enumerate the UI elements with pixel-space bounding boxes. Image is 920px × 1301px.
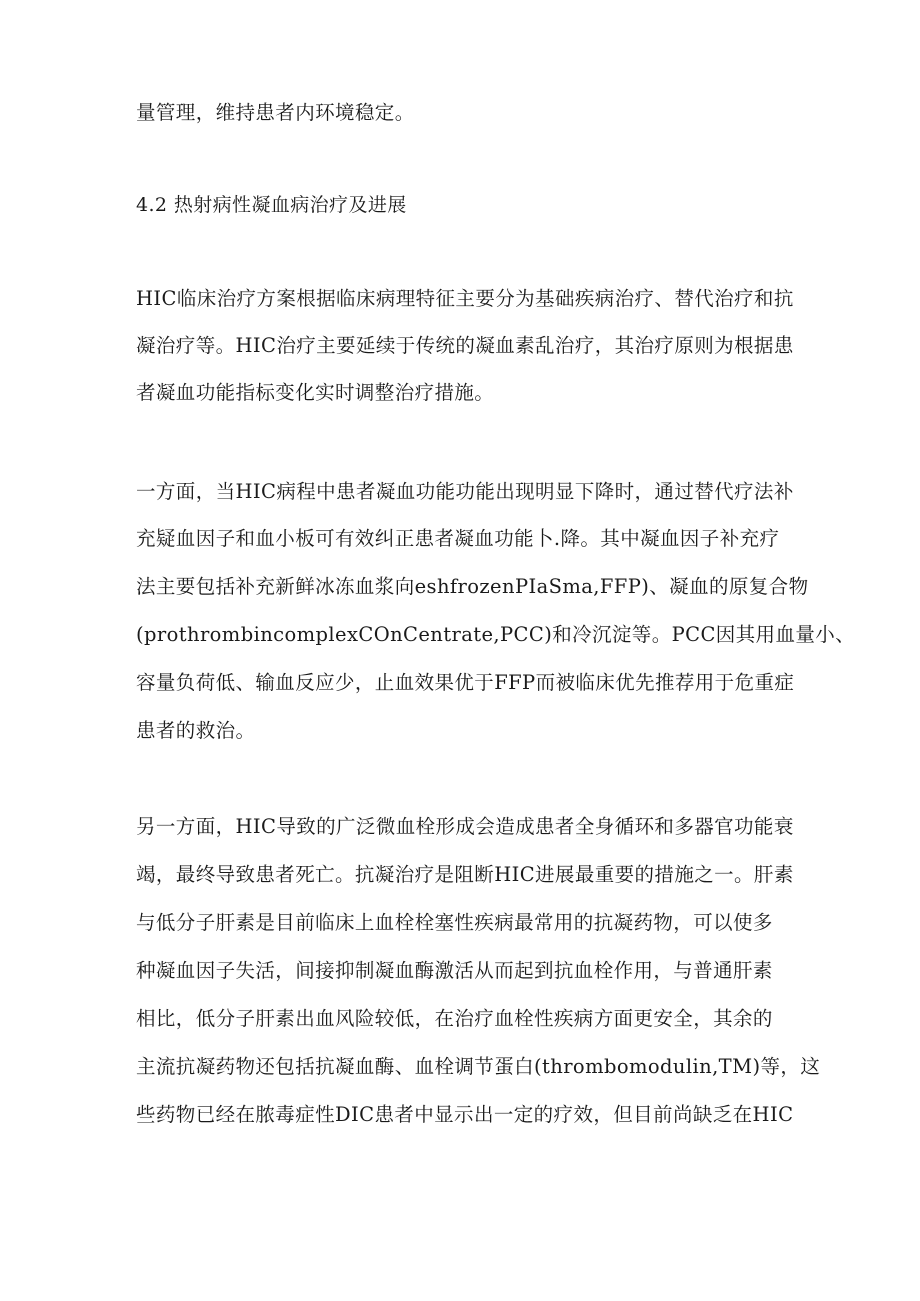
paragraph-line: 主流抗凝药物还包括抗凝血酶、血栓调节蛋白(thrombomodulin,TM)等，这	[136, 1055, 821, 1078]
paragraph-line: 患者的救治。	[136, 719, 256, 742]
paragraph-line: 相比，低分子肝素出血风险较低，在治疗血栓性疾病方面更安全，其余的	[136, 1007, 773, 1030]
paragraph-line: 凝治疗等。HIC治疗主要延续于传统的凝血素乱治疗，其治疗原则为根据患	[136, 334, 794, 357]
paragraph-line: 者凝血功能指标变化实时调整治疗措施。	[136, 381, 495, 404]
paragraph-line: 法主要包括补充新鲜冰冻血浆向eshfrozenPIaSma,FFP)、凝血的原复合物	[136, 575, 809, 598]
paragraph-line: 容量负荷低、输血反应少，止血效果优于FFP而被临床优先推荐用于危重症	[136, 671, 795, 694]
paragraph-line: HIC临床治疗方案根据临床病理特征主要分为基础疾病治疗、替代治疗和抗	[136, 287, 794, 310]
paragraph-line: 一方面，当HIC病程中患者凝血功能功能出现明显下降时，通过替代疗法补	[136, 480, 794, 503]
section-heading: 4.2 热射病性凝血病治疗及进展	[136, 194, 407, 216]
paragraph-line: 充疑血因子和血小板可有效纠正患者凝血功能卜.降。其中凝血因子补充疗	[136, 527, 780, 550]
paragraph-line: 另一方面，HIC导致的广泛微血栓形成会造成患者全身循环和多器官功能衰	[136, 815, 794, 838]
paragraph-line: (prothrombincomplexCOnCentrate,PCC)和冷沉淀等。PCC因其用血量小、	[136, 623, 856, 646]
paragraph-line: 竭，最终导致患者死亡。抗凝治疗是阻断HIC进展最重要的措施之一。肝素	[136, 863, 794, 886]
paragraph-line: 种凝血因子失活，间接抑制凝血酶激活从而起到抗血栓作用，与普通肝素	[136, 959, 773, 982]
paragraph-line: 与低分子肝素是目前临床上血栓栓塞性疾病最常用的抗凝药物，可以使多	[136, 911, 773, 934]
intro-line: 量管理，维持患者内环境稳定。	[136, 101, 415, 124]
paragraph-line: 些药物已经在脓毒症性DIC患者中显示出一定的疗效，但目前尚缺乏在HIC	[136, 1103, 794, 1126]
